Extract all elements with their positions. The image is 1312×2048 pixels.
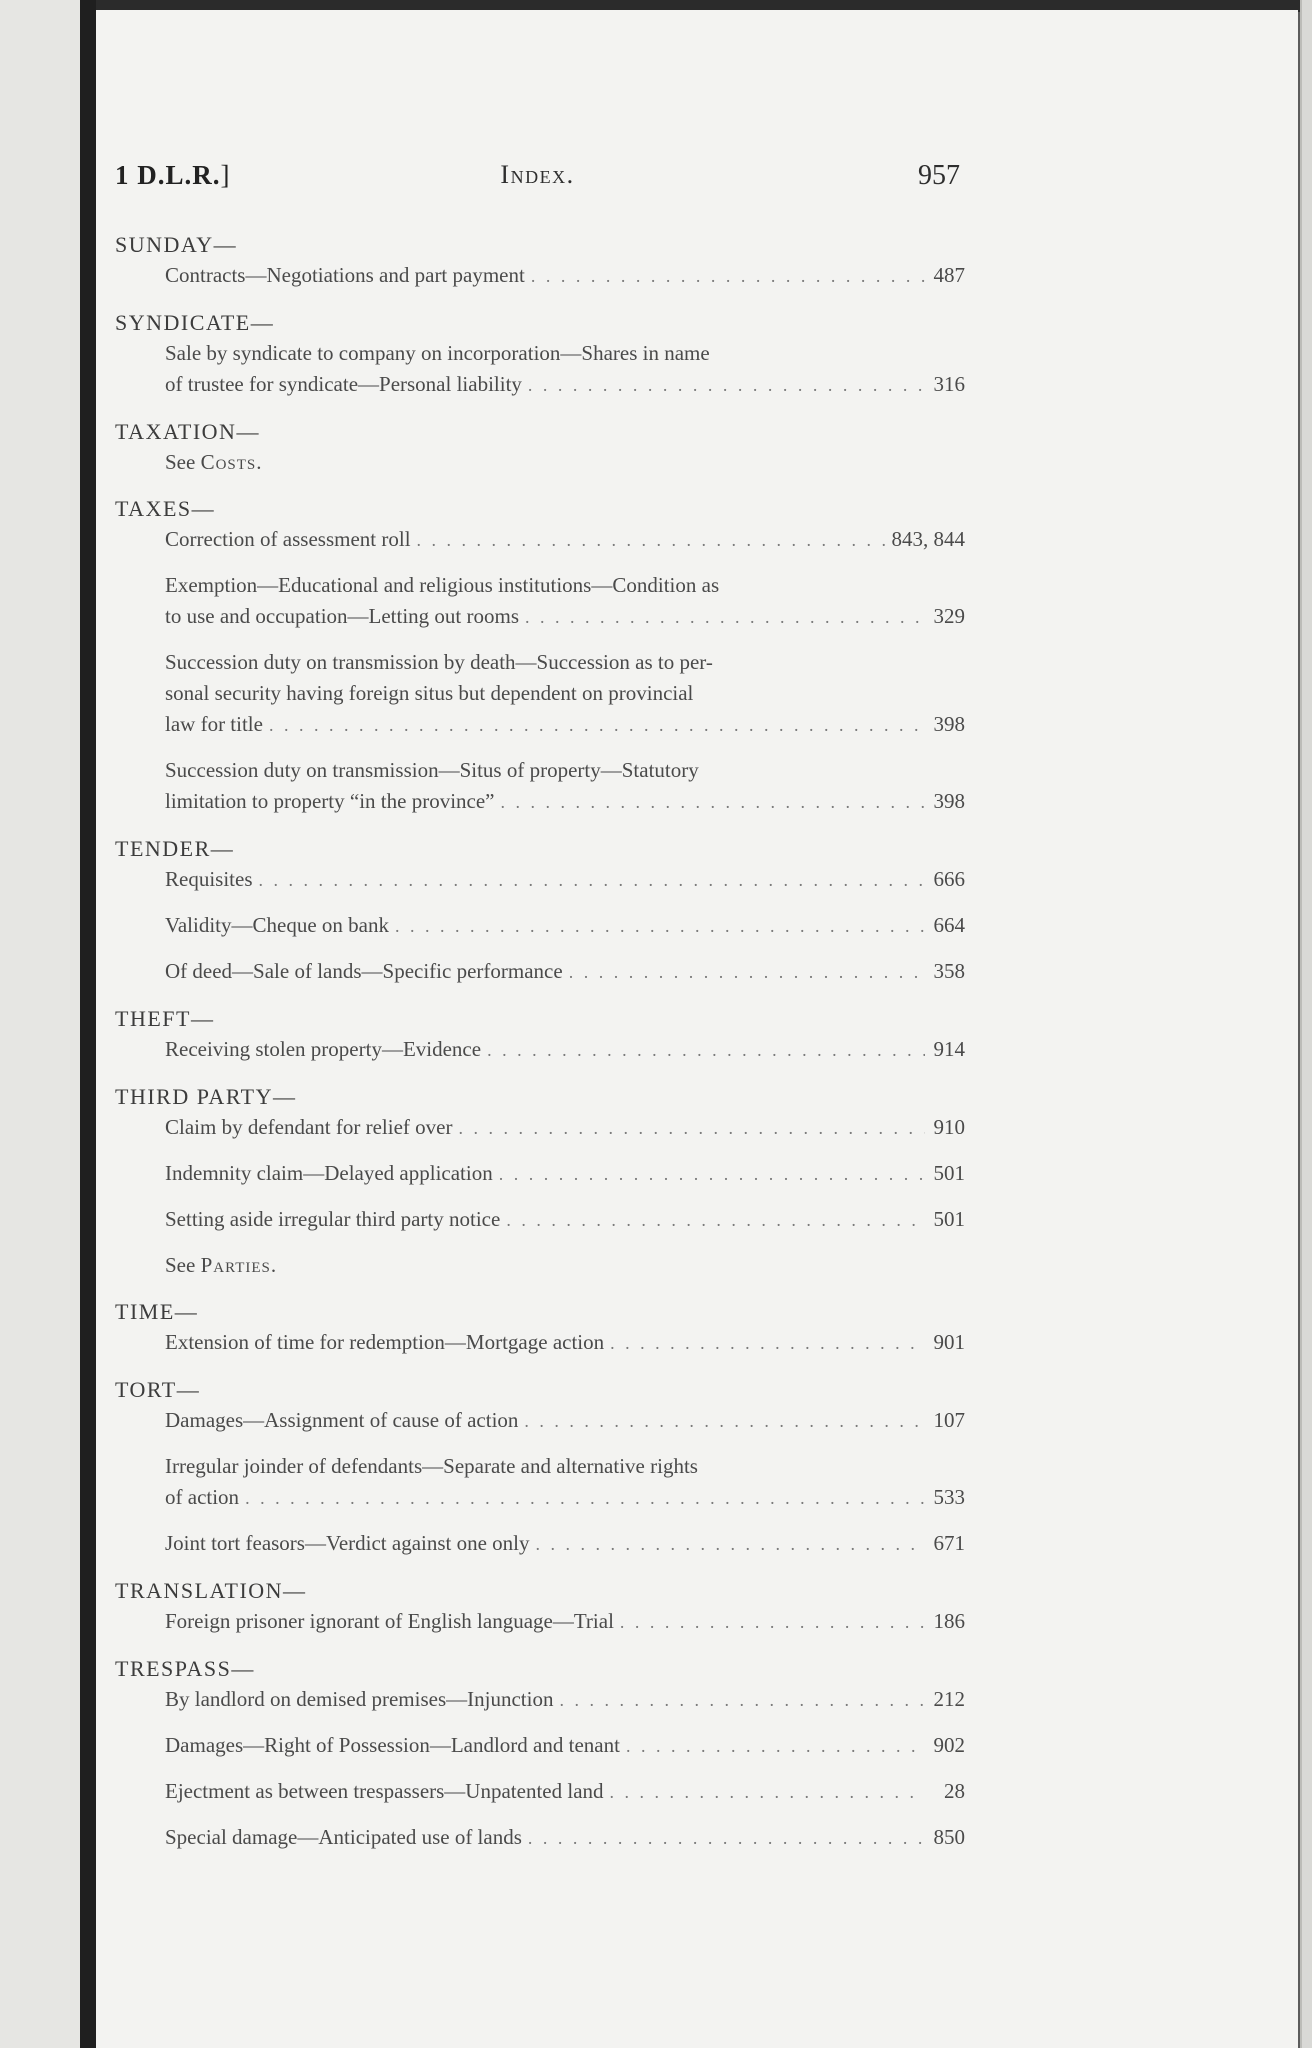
dot-leader	[528, 370, 925, 401]
dot-leader	[569, 957, 925, 988]
entry-text: By landlord on demised premises—Injunction	[165, 1687, 554, 1711]
entry-text: Requisites	[165, 867, 253, 891]
see-prefix: See	[165, 1253, 196, 1277]
entry-page-number: 901	[933, 1330, 965, 1354]
entry-page-number: 487	[933, 263, 965, 287]
index-heading: TAXES—	[115, 496, 216, 521]
entry-last-line	[165, 1204, 965, 1236]
entry-page-number: 186	[933, 1609, 965, 1633]
index-heading: SUNDAY—	[115, 232, 238, 257]
dot-leader	[458, 1113, 925, 1144]
entry-page-number: 666	[933, 867, 965, 891]
entry-last-line	[165, 1684, 965, 1716]
entry-page-number: 501	[933, 1207, 965, 1231]
entry-page-number: 501	[933, 1161, 965, 1185]
index-heading: TRANSLATION—	[115, 1578, 307, 1603]
entry-last-line	[165, 910, 965, 942]
index-entry	[165, 1158, 965, 1190]
entry-text: Contracts—Negotiations and part payment	[165, 263, 525, 287]
entry-text: Foreign prisoner ignorant of English language—Trial	[165, 1609, 614, 1633]
index-entry	[165, 1112, 965, 1144]
dot-leader	[559, 1685, 925, 1716]
entry-line: sonal security having foreign situs but dependent on provincial	[165, 681, 694, 705]
index-entry	[165, 1327, 965, 1359]
entry-page-number: 902	[933, 1733, 965, 1757]
entry-page-number: 107	[933, 1408, 965, 1432]
entry-line: Sale by syndicate to company on incorporation—Shares in name	[165, 341, 710, 365]
entry-last-line	[165, 524, 965, 556]
dot-leader	[528, 1823, 925, 1854]
entry-text: limitation to property “in the province”	[165, 789, 495, 813]
index-entry	[165, 1606, 965, 1638]
entry-text: Ejectment as between trespassers—Unpatented land	[165, 1779, 604, 1803]
dot-leader	[626, 1731, 925, 1762]
entry-text: of action	[165, 1485, 240, 1509]
dot-leader	[506, 1205, 925, 1236]
dot-leader	[499, 1159, 925, 1190]
see-target: Parties.	[200, 1253, 278, 1277]
index-heading: TORT—	[115, 1377, 201, 1402]
entry-text: Damages—Assignment of cause of action	[165, 1408, 519, 1432]
running-header	[115, 160, 960, 206]
see-reference	[165, 447, 965, 478]
index-heading: SYNDICATE—	[115, 310, 275, 335]
entry-page-number: 664	[933, 913, 965, 937]
index-entry	[165, 1730, 965, 1762]
entry-page-number: 358	[933, 959, 965, 983]
entry-page-number: 910	[933, 1115, 965, 1139]
entry-page-number: 28	[944, 1779, 965, 1803]
index-heading: TIME—	[115, 1299, 199, 1324]
dot-leader	[610, 1777, 925, 1808]
index-entry	[165, 956, 965, 988]
entry-text: of trustee for syndicate—Personal liability	[165, 372, 522, 396]
index-list	[115, 230, 965, 1854]
dot-leader	[536, 1529, 925, 1560]
entry-text: law for title	[165, 712, 263, 736]
entry-text: Indemnity claim—Delayed application	[165, 1161, 493, 1185]
entry-page-number: 398	[933, 789, 965, 813]
entry-page-number: 533	[933, 1485, 965, 1509]
entry-last-line	[165, 1405, 965, 1437]
dot-leader	[525, 602, 925, 633]
entry-last-line	[165, 786, 965, 818]
entry-text: Validity—Cheque on bank	[165, 913, 389, 937]
dot-leader	[487, 1035, 925, 1066]
entry-text: Damages—Right of Possession—Landlord and tenant	[165, 1733, 620, 1757]
index-entry	[165, 1204, 965, 1236]
index-entry	[165, 524, 965, 556]
index-entry	[165, 1405, 965, 1437]
index-entry	[165, 1684, 965, 1716]
index-entry	[165, 1451, 965, 1514]
index-heading: TAXATION—	[115, 419, 260, 444]
book-gutter	[80, 0, 96, 2048]
volume-text: 1 D.L.R.	[115, 160, 221, 190]
entry-page-number: 212	[933, 1687, 965, 1711]
page-number: 957	[918, 160, 960, 191]
index-entry	[165, 755, 965, 818]
entry-last-line	[165, 1327, 965, 1359]
entry-text: Of deed—Sale of lands—Specific performance	[165, 959, 563, 983]
entry-text: Receiving stolen property—Evidence	[165, 1037, 482, 1061]
entry-page-number: 329	[933, 604, 965, 628]
entry-last-line	[165, 1606, 965, 1638]
entry-last-line	[165, 1776, 965, 1808]
dot-leader	[531, 261, 925, 292]
dot-leader	[501, 787, 926, 818]
facing-page-edge	[0, 0, 80, 2048]
entry-line: Irregular joinder of defendants—Separate and alternative rights	[165, 1454, 698, 1478]
dot-leader	[259, 865, 926, 896]
entry-text: Extension of time for redemption—Mortgage action	[165, 1330, 605, 1354]
entry-line: Exemption—Educational and religious institutions—Condition as	[165, 573, 720, 597]
index-entry	[165, 864, 965, 896]
entry-page-number: 843, 844	[891, 527, 965, 551]
index-entry	[165, 570, 965, 633]
index-entry	[165, 338, 965, 401]
dot-leader	[620, 1607, 925, 1638]
entry-text: Joint tort feasors—Verdict against one only	[165, 1531, 530, 1555]
index-entry	[165, 647, 965, 741]
entry-page-number: 850	[933, 1825, 965, 1849]
dot-leader	[245, 1483, 925, 1514]
entry-last-line	[165, 1528, 965, 1560]
entry-text: Claim by defendant for relief over	[165, 1115, 453, 1139]
index-heading: TRESPASS—	[115, 1656, 255, 1681]
index-entry	[165, 260, 965, 292]
dot-leader	[395, 911, 925, 942]
entry-page-number: 671	[933, 1531, 965, 1555]
index-entry	[165, 1528, 965, 1560]
entry-text: Setting aside irregular third party notice	[165, 1207, 501, 1231]
dot-leader	[417, 525, 886, 556]
entry-last-line	[165, 1822, 965, 1854]
entry-text: Special damage—Anticipated use of lands	[165, 1825, 522, 1849]
index-entry	[165, 1776, 965, 1808]
index-entry	[165, 910, 965, 942]
entry-last-line	[165, 1730, 965, 1762]
entry-last-line	[165, 1158, 965, 1190]
entry-last-line	[165, 1482, 965, 1514]
entry-text: to use and occupation—Letting out rooms	[165, 604, 520, 628]
entry-last-line	[165, 709, 965, 741]
entry-last-line	[165, 601, 965, 633]
page-right-edge	[1300, 0, 1312, 2048]
entry-last-line	[165, 956, 965, 988]
entry-page-number: 914	[933, 1037, 965, 1061]
entry-page-number: 398	[933, 712, 965, 736]
index-heading: TENDER—	[115, 836, 235, 861]
entry-last-line	[165, 369, 965, 401]
dot-leader	[524, 1406, 925, 1437]
see-target: Costs.	[200, 450, 263, 474]
see-reference	[165, 1250, 965, 1281]
entry-line: Succession duty on transmission by death—Succession as to per-	[165, 650, 713, 674]
index-entry	[165, 1822, 965, 1854]
entry-last-line	[165, 260, 965, 292]
entry-last-line	[165, 1034, 965, 1066]
entry-page-number: 316	[933, 372, 965, 396]
dot-leader	[269, 710, 925, 741]
page-title: Index.	[500, 160, 575, 189]
entry-line: Succession duty on transmission—Situs of property—Statutory	[165, 758, 699, 782]
volume-bracket: ]	[220, 160, 231, 190]
index-heading: THEFT—	[115, 1006, 215, 1031]
index-entry	[165, 1034, 965, 1066]
entry-last-line	[165, 1112, 965, 1144]
index-heading: THIRD PARTY—	[115, 1084, 297, 1109]
entry-last-line	[165, 864, 965, 896]
entry-text: Correction of assessment roll	[165, 527, 411, 551]
see-prefix: See	[165, 450, 196, 474]
dot-leader	[610, 1328, 925, 1359]
